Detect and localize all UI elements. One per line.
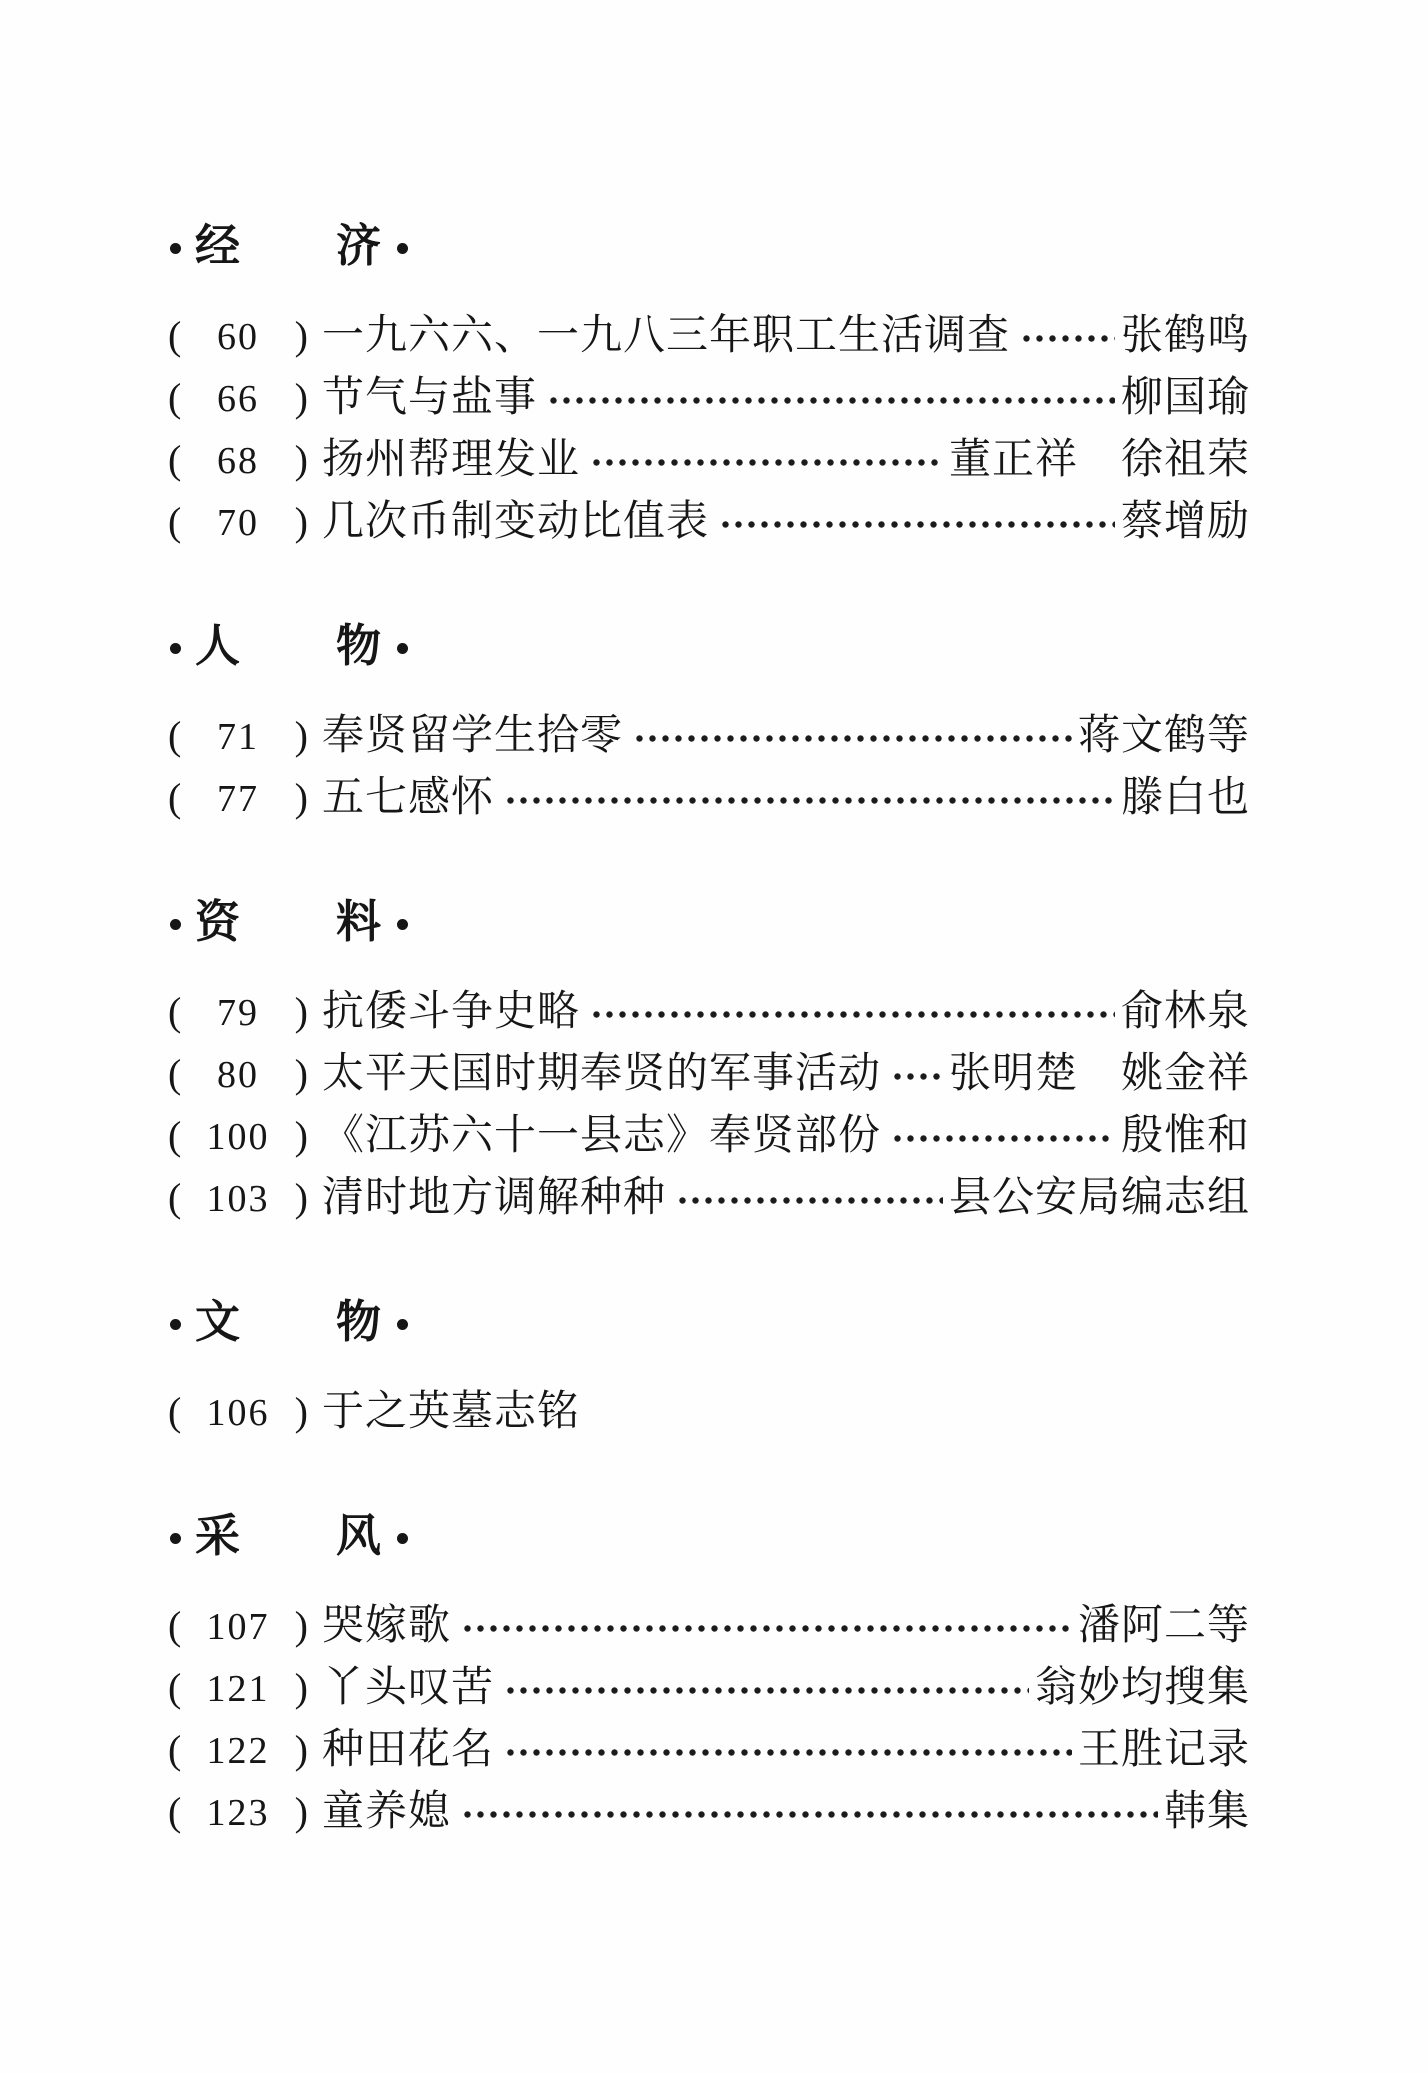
toc-entry: [168, 491, 1250, 553]
toc-entry: [168, 1719, 1250, 1781]
page-number-value: 68: [217, 439, 259, 482]
entry-title: 童养媳: [322, 1789, 452, 1835]
page-number-value: 79: [217, 991, 259, 1034]
entry-author: 蒋文鹤等: [1077, 713, 1250, 759]
page-number-value: 122: [206, 1729, 270, 1772]
entry-title: 清时地方调解种种: [322, 1175, 667, 1221]
section-title: 经 济: [195, 221, 384, 271]
toc-entry: [168, 981, 1250, 1043]
paren-open: (: [168, 436, 182, 482]
bullet-icon: [170, 643, 181, 654]
paren-close: ): [294, 1174, 308, 1220]
entry-title: 一九六六、一九八三年职工生活调查: [322, 313, 1011, 359]
dot-leader: [545, 367, 1115, 429]
toc-entry: [168, 705, 1250, 767]
page-number-value: 66: [217, 377, 259, 420]
page-number-value: 80: [217, 1053, 259, 1096]
paren-close: ): [294, 374, 308, 420]
bullet-icon: [170, 919, 181, 930]
paren-close: ): [294, 1602, 308, 1648]
dot-leader: [502, 1657, 1029, 1719]
paren-close: ): [294, 988, 308, 1034]
paren-close: ): [294, 1112, 308, 1158]
page-number-value: 123: [206, 1791, 270, 1834]
bullet-icon: [170, 243, 181, 254]
paren-open: (: [168, 1174, 182, 1220]
bullet-icon: [170, 1533, 181, 1544]
entry-author: 张鹤鸣: [1120, 313, 1250, 359]
paren-open: (: [168, 1112, 182, 1158]
page-number-value: 100: [206, 1115, 270, 1158]
section-materials: [168, 891, 1250, 1229]
page-number: [168, 1105, 308, 1168]
entry-author: 王胜记录: [1077, 1727, 1250, 1773]
section-relics: [168, 1291, 1250, 1443]
dot-leader: [717, 491, 1115, 553]
page-number-value: 60: [217, 315, 259, 358]
page-number: [168, 367, 308, 430]
dot-leader: [588, 981, 1115, 1043]
entry-author: 县公安局编志组: [948, 1175, 1250, 1221]
dot-leader: [631, 705, 1072, 767]
toc-entry: [168, 767, 1250, 829]
section-people: [168, 615, 1250, 829]
page-number-value: 107: [206, 1605, 270, 1648]
page-number-value: 70: [217, 501, 259, 544]
bullet-icon: [397, 243, 408, 254]
entry-title: 几次币制变动比值表: [322, 499, 710, 545]
dot-leader: [502, 767, 1115, 829]
toc-entry: [168, 1657, 1250, 1719]
entry-title: 种田花名: [322, 1727, 495, 1773]
dot-leader: [459, 1595, 1072, 1657]
dot-leader: [502, 1719, 1072, 1781]
page-number-value: 103: [206, 1177, 270, 1220]
paren-open: (: [168, 498, 182, 544]
toc-entry: [168, 367, 1250, 429]
section-header-materials: [168, 891, 1250, 953]
entry-author: 翁妙均搜集: [1034, 1665, 1250, 1711]
toc-entry: [168, 1167, 1250, 1229]
page-number: [168, 305, 308, 368]
entry-title: 奉贤留学生拾零: [322, 713, 624, 759]
page-number: [168, 429, 308, 492]
dot-leader: [889, 1043, 943, 1105]
page-number: [168, 1781, 308, 1844]
paren-close: ): [294, 1388, 308, 1434]
page-number: [168, 1043, 308, 1106]
toc-entry: [168, 429, 1250, 491]
bullet-icon: [397, 1319, 408, 1330]
page-number: [168, 1595, 308, 1658]
toc-entry: [168, 1781, 1250, 1843]
paren-close: ): [294, 1664, 308, 1710]
paren-open: (: [168, 374, 182, 420]
paren-open: (: [168, 988, 182, 1034]
entry-title: 扬州帮理发业: [322, 437, 581, 483]
entry-title: 丫头叹苦: [322, 1665, 495, 1711]
section-title: 资 料: [195, 897, 384, 947]
section-header-relics: [168, 1291, 1250, 1353]
page-number: [168, 1719, 308, 1782]
entry-title: 节气与盐事: [322, 375, 538, 421]
section-title: 采 风: [195, 1511, 384, 1561]
page-number: [168, 705, 308, 768]
toc-entry: [168, 1105, 1250, 1167]
paren-close: ): [294, 774, 308, 820]
paren-close: ): [294, 498, 308, 544]
toc-entry: [168, 1381, 1250, 1443]
paren-open: (: [168, 712, 182, 758]
dot-leader: [889, 1105, 1115, 1167]
section-title: 文 物: [195, 1297, 384, 1347]
section-economy: [168, 215, 1250, 553]
section-header-economy: [168, 215, 1250, 277]
paren-close: ): [294, 1050, 308, 1096]
paren-open: (: [168, 1664, 182, 1710]
entry-title: 《江苏六十一县志》奉贤部份: [322, 1113, 882, 1159]
paren-open: (: [168, 1050, 182, 1096]
page-number-value: 77: [217, 777, 259, 820]
dot-leader: [674, 1167, 943, 1229]
entry-author: 蔡增励: [1120, 499, 1250, 545]
page-number-value: 121: [206, 1667, 270, 1710]
section-header-people: [168, 615, 1250, 677]
entry-author: 董正祥 徐祖荣: [948, 437, 1250, 483]
bullet-icon: [170, 1319, 181, 1330]
entry-author: 俞林泉: [1120, 989, 1250, 1035]
dot-leader: [588, 429, 943, 491]
bullet-icon: [397, 919, 408, 930]
dot-leader: [1018, 305, 1115, 367]
entry-title: 太平天国时期奉贤的军事活动: [322, 1051, 882, 1097]
page-number-value: 71: [217, 715, 259, 758]
entry-author: 柳国瑜: [1120, 375, 1250, 421]
page-number: [168, 1381, 308, 1444]
paren-open: (: [168, 774, 182, 820]
entry-author: 张明楚 姚金祥: [948, 1051, 1250, 1097]
entry-author: 韩集: [1163, 1789, 1250, 1835]
entry-title: 于之英墓志铭: [322, 1389, 581, 1435]
page-number: [168, 767, 308, 830]
entry-title: 哭嫁歌: [322, 1603, 452, 1649]
toc-entry: [168, 305, 1250, 367]
paren-open: (: [168, 312, 182, 358]
section-title: 人 物: [195, 621, 384, 671]
entry-title: 抗倭斗争史略: [322, 989, 581, 1035]
paren-open: (: [168, 1602, 182, 1648]
paren-open: (: [168, 1388, 182, 1434]
paren-close: ): [294, 436, 308, 482]
page-number: [168, 491, 308, 554]
page-number: [168, 981, 308, 1044]
entry-author: 潘阿二等: [1077, 1603, 1250, 1649]
paren-close: ): [294, 1726, 308, 1772]
bullet-icon: [397, 1533, 408, 1544]
entry-author: 滕白也: [1120, 775, 1250, 821]
page-number-value: 106: [206, 1391, 270, 1434]
paren-open: (: [168, 1726, 182, 1772]
toc-entry: [168, 1043, 1250, 1105]
paren-close: ): [294, 1788, 308, 1834]
dot-leader: [459, 1781, 1158, 1843]
paren-close: ): [294, 712, 308, 758]
page-number: [168, 1167, 308, 1230]
bullet-icon: [397, 643, 408, 654]
paren-close: ): [294, 312, 308, 358]
entry-title: 五七感怀: [322, 775, 495, 821]
toc-entry: [168, 1595, 1250, 1657]
entry-author: 殷惟和: [1120, 1113, 1250, 1159]
section-folk: [168, 1505, 1250, 1843]
page-number: [168, 1657, 308, 1720]
section-header-folk: [168, 1505, 1250, 1567]
paren-open: (: [168, 1788, 182, 1834]
